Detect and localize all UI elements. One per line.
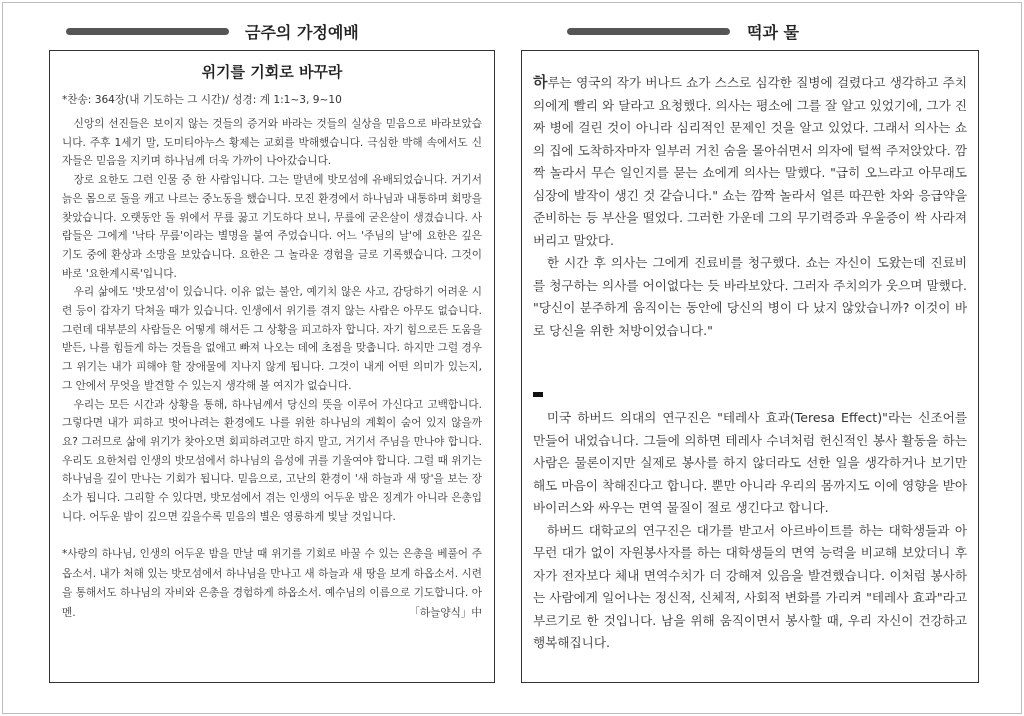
study-paragraph: 하버드 대학교의 연구진은 대가를 받고서 아르바이트를 하는 대학생들과 아무런 대가 없이 자원봉사자를 하는 대학생들의 면역 능력을 비교해 보았더니 후자가 전자보다 체내 면역수치가 더 강해져 있음을 발견했습니다. 이처럼 봉사하는 사람에게 일어나는 정신적, 신체적, 사회적 변화를 가리켜 "테레사 효과"라고 부르기로 한 것입니다. 남을 위해 움직이면서 봉사할 때, 우리 자신이 건강하고 행복해집니다. xyxy=(533,522,967,650)
story-first-char: 하 xyxy=(533,73,548,91)
source-citation: 「하늘양식」中 xyxy=(409,606,482,619)
body-paragraph: 장로 요한도 그런 인물 중 한 사람입니다. 그는 말년에 밧모섬에 유배되었습니다. 거기서 늙은 몸으로 돌을 캐고 나르는 중노동을 했습니다. 모진 환경에서 하나님과 내통하며 회망을 찾았습니다. 오랫동안 돌 위에서 무릎 꿇고 기도하다 보니, 무릎에 굳은살이 생겼습니다. 사람들은 그에게 '낙타 무릎'이라는 별명을 붙여 주었습니다. 어느 '주님의 날'에 요한은 깊은 기도 중에 환상과 소망을 보았습니다. 요한은 그 놀라운 경험을 글로 기록했습니다. 그것이 바로 '요한계시록'입니다. xyxy=(62,174,482,280)
body-paragraph: 우리 삶에도 '밧모섬'이 있습니다. 이유 없는 불안, 예기치 않은 사고, 감당하기 어려운 시련 등이 갑자기 닥쳐올 때가 있습니다. 인생에서 위기를 겪지 않는 사람은 아무도 없습니다. 그런데 대부분의 사람들은 어떻게 해서든 그 상황을 피고하자 합니다. 자기 힘으로든 도움을 받든, 나를 힘들게 하는 것들을 없애고 빠져 나오는 데에 초점을 맞춥니다. 하지만 그럴 경우 그 위기는 내가 피해야 할 장애물에 지나지 않게 됩니다. 그것이 내게 어떤 의미가 있는지, 그 안에서 무엇을 발견할 수 있는지 생각해 볼 여지가 없습니다. xyxy=(62,286,482,392)
bread-water-panel xyxy=(521,50,979,683)
prayer-text: *사랑의 하나님, 인생의 어두운 밤을 만날 때 위기를 기회로 바꿀 수 있는 은총을 베풀어 주옵소서. 내가 처해 있는 밧모섬에서 하나님을 만나고 새 하늘과 새 땅을 보게 하옵소서. 시련을 통해서도 하나님의 자비와 은총을 경험하게 하옵소서. 예수님의 이름으로 기도합니다. 아멘. xyxy=(62,548,482,619)
story-text: 루는 영국의 작가 버나드 쇼가 스스로 심각한 질병에 걸렸다고 생각하고 주치의에게 빨리 와 달라고 요청했다. 의사는 평소에 그를 잘 알고 있었기에, 그가 진짜 병에 걸린 것이 아니라 심리적인 문제인 것을 알고 있었다. 그래서 의사는 쇼의 집에 도착하자마자 일부러 거친 숨을 몰아쉬면서 의자에 털썩 주저앉았다. 깜짝 놀라서 무슨 일인지를 묻는 쇼에게 의사는 말했다. "급히 오느라고 아무래도 심장에 발작이 생긴 것 같습니다." 쇼는 깜짝 놀라서 얼른 따끈한 차와 응급약을 준비하는 등 부산을 떨었다. 그러한 가운데 그의 무기력증과 우울증이 싹 사라져버리고 말았다. xyxy=(533,75,967,248)
left-header-title: 금주의 가정예배 xyxy=(245,23,359,42)
worship-title: 위기를 기회로 바꾸라 xyxy=(201,63,343,81)
prayer-paragraph xyxy=(62,545,482,623)
body-paragraph: 신앙의 선진들은 보이지 않는 것들의 증거와 바라는 것들의 실상을 믿음으로 바라보았습니다. 주후 1세기 말, 도미티아누스 황제는 교회를 박해했습니다. 극심한 박해 속에서도 신자들은 믿음을 지키며 하나님께 더욱 가까이 나아갔습니다. xyxy=(62,118,482,168)
right-header-bar xyxy=(567,28,730,35)
story-paragraph-2: 한 시간 후 의사는 그에게 진료비를 청구했다. 쇼는 자신이 도왔는데 진료비를 청구하는 의사를 어이없다는 듯 바라보았다. 그러자 주치의가 웃으며 말했다. "당신이 분주하게 움직이는 동안에 당신의 병이 다 났지 않았습니까? 이것이 바로 당신을 위한 처방이었습니다." xyxy=(533,255,967,338)
right-header-title: 떡과 물 xyxy=(747,23,799,42)
left-header-bar xyxy=(66,28,229,35)
section-divider-mark xyxy=(533,392,543,397)
family-worship-panel xyxy=(49,50,495,683)
study-paragraph: 미국 하버드 의대의 연구진은 "테레사 효과(Teresa Effect)"라는 신조어를 만들어 내었습니다. 그들에 의하면 테레사 수녀처럼 헌신적인 봉사 활동을 하는 사람은 물론이지만 실제로 봉사를 하지 않더라도 선한 일을 생각하거나 보기만 해도 마음이 착해진다고 합니다. 뿐만 아니라 우리의 몸까지도 이에 영향을 받아 바이러스와 싸우는 면역 물질이 절로 생긴다고 합니다. xyxy=(533,410,967,515)
body-paragraph: 우리는 모든 시간과 상황을 통해, 하나님께서 당신의 뜻을 이루어 가신다고 고백합니다. 그렇다면 내가 피하고 벗어나려는 환경에도 나를 위한 하나님의 계획이 숨어 있지 않을까요? 그러므로 삶에 위기가 찾아오면 회피하려고만 하지 말고, 거기서 주님을 만나야 합니다. 우리도 요한처럼 인생의 밧모섬에서 하나님의 음성에 귀를 기울여야 합니다. 그럴 때 위기는 하나님을 깊이 만나는 기회가 됩니다. 믿음으로, 고난의 환경이 '새 하늘과 새 땅'을 보는 장소가 됩니다. 그리할 수 있다면, 밧모섬에서 겪는 인생의 어두운 밤은 징계가 아니라 은총입니다. 어두운 밤이 깊으면 깊을수록 믿음의 별은 영롱하게 빛날 것입니다. xyxy=(62,398,482,523)
hymn-scripture-line: *찬송: 364장(내 기도하는 그 시간)/ 성경: 계 1:1~3, 9~10 xyxy=(62,94,342,106)
story-paragraph xyxy=(533,71,967,252)
